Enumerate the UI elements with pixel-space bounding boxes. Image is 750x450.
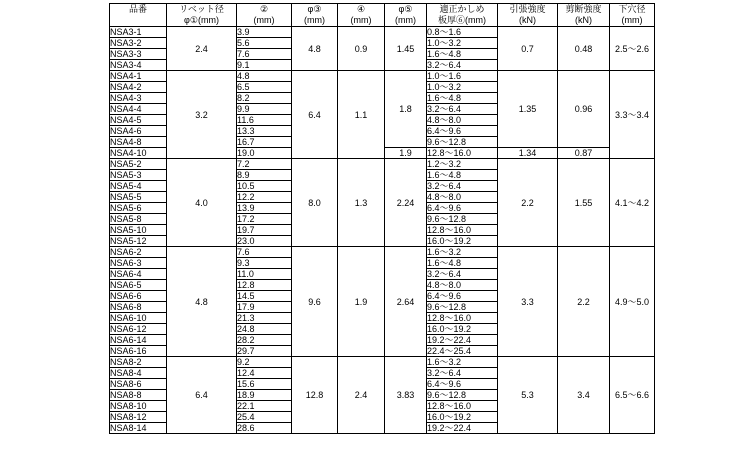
grip-range-cell: 4.8〜8.0	[427, 280, 498, 291]
length-cell: 9.1	[237, 60, 292, 71]
product-code-cell: NSA6-12	[110, 324, 167, 335]
product-code-cell: NSA4-3	[110, 93, 167, 104]
hole-diameter-cell: 4.1〜4.2	[610, 159, 655, 247]
length-cell: 4.8	[237, 71, 292, 82]
length-cell: 11.6	[237, 115, 292, 126]
product-code-cell: NSA6-16	[110, 346, 167, 357]
table-row	[110, 159, 655, 170]
header-hole-diameter-line2: (mm)	[621, 15, 643, 25]
length-cell: 6.5	[237, 82, 292, 93]
grip-range-cell: 1.6〜3.2	[427, 357, 498, 368]
product-code-cell: NSA4-6	[110, 126, 167, 137]
grip-range-cell: 3.2〜6.4	[427, 269, 498, 280]
header-length-2-line1: ②	[259, 4, 269, 14]
diameter-3-cell: 12.8	[292, 357, 338, 434]
header-rivet-diameter	[167, 4, 237, 27]
table-body	[110, 27, 655, 434]
shear-strength-cell: 0.48	[558, 27, 610, 71]
diameter-3-cell: 9.6	[292, 247, 338, 357]
shear-strength-cell: 0.87	[558, 148, 610, 159]
diameter-5-cell: 1.9	[385, 148, 427, 159]
diameter-3-cell: 4.8	[292, 27, 338, 71]
length-cell: 28.6	[237, 423, 292, 434]
product-code-cell: NSA4-8	[110, 137, 167, 148]
length-cell: 13.9	[237, 203, 292, 214]
length-cell: 9.3	[237, 258, 292, 269]
rivet-spec-table	[109, 3, 655, 434]
header-diameter-3-line2: (mm)	[304, 15, 325, 25]
header-length-2-line2: (mm)	[253, 15, 275, 25]
shear-strength-cell: 2.2	[558, 247, 610, 357]
product-code-cell: NSA5-6	[110, 203, 167, 214]
header-diameter-3-line1: φ③	[307, 4, 322, 14]
product-code-cell: NSA4-1	[110, 71, 167, 82]
table-header	[110, 4, 655, 27]
tensile-strength-cell: 2.2	[498, 159, 558, 247]
product-code-cell: NSA5-10	[110, 225, 167, 236]
length-cell: 17.9	[237, 302, 292, 313]
length-cell: 24.8	[237, 324, 292, 335]
hole-diameter-cell: 3.3〜3.4	[610, 71, 655, 159]
length-cell: 7.6	[237, 49, 292, 60]
grip-range-cell: 9.6〜12.8	[427, 137, 498, 148]
tensile-strength-cell: 3.3	[498, 247, 558, 357]
product-code-cell: NSA4-2	[110, 82, 167, 93]
header-rivet-diameter-line2: φ①(mm)	[184, 15, 219, 25]
product-code-cell: NSA4-10	[110, 148, 167, 159]
length-cell: 9.9	[237, 104, 292, 115]
product-code-cell: NSA5-5	[110, 192, 167, 203]
product-code-cell: NSA8-12	[110, 412, 167, 423]
diameter-3-cell: 6.4	[292, 71, 338, 159]
grip-range-cell: 1.6〜4.8	[427, 93, 498, 104]
header-diameter-5	[385, 4, 427, 27]
grip-range-cell: 19.2〜22.4	[427, 335, 498, 346]
length-cell: 8.2	[237, 93, 292, 104]
grip-range-cell: 3.2〜6.4	[427, 181, 498, 192]
grip-range-cell: 6.4〜9.6	[427, 203, 498, 214]
length-cell: 19.7	[237, 225, 292, 236]
product-code-cell: NSA6-10	[110, 313, 167, 324]
product-code-cell: NSA5-3	[110, 170, 167, 181]
product-code-cell: NSA4-5	[110, 115, 167, 126]
header-shear-strength-line2: (kN)	[575, 15, 592, 25]
grip-range-cell: 4.8〜8.0	[427, 192, 498, 203]
header-tensile-strength-line1: 引張強度	[509, 4, 546, 14]
header-shear-strength-line1: 剪断強度	[565, 4, 602, 14]
header-dimension-4	[338, 4, 385, 27]
grip-range-cell: 16.0〜19.2	[427, 412, 498, 423]
header-product-no-line2	[110, 15, 166, 26]
tensile-strength-cell: 1.34	[498, 148, 558, 159]
product-code-cell: NSA8-6	[110, 379, 167, 390]
grip-range-cell: 3.2〜6.4	[427, 104, 498, 115]
grip-range-cell: 6.4〜9.6	[427, 126, 498, 137]
product-code-cell: NSA3-1	[110, 27, 167, 38]
diameter-3-cell: 8.0	[292, 159, 338, 247]
product-code-cell: NSA8-2	[110, 357, 167, 368]
header-product-no-line1: 品番	[128, 4, 147, 14]
product-code-cell: NSA8-4	[110, 368, 167, 379]
table-row	[110, 71, 655, 82]
length-cell: 13.3	[237, 126, 292, 137]
product-code-cell: NSA4-4	[110, 104, 167, 115]
dimension-4-cell: 2.4	[338, 357, 385, 434]
length-cell: 14.5	[237, 291, 292, 302]
grip-range-cell: 1.6〜4.8	[427, 258, 498, 269]
product-code-cell: NSA6-6	[110, 291, 167, 302]
header-shear-strength	[558, 4, 610, 27]
grip-range-cell: 12.8〜16.0	[427, 148, 498, 159]
table-row	[110, 27, 655, 38]
length-cell: 29.7	[237, 346, 292, 357]
grip-range-cell: 19.2〜22.4	[427, 423, 498, 434]
product-code-cell: NSA3-2	[110, 38, 167, 49]
grip-range-cell: 16.0〜19.2	[427, 236, 498, 247]
grip-range-cell: 0.8〜1.6	[427, 27, 498, 38]
grip-range-cell: 1.0〜3.2	[427, 82, 498, 93]
length-cell: 12.8	[237, 280, 292, 291]
header-grip-range-line2: 板厚⑥(mm)	[438, 15, 486, 25]
hole-diameter-cell: 6.5〜6.6	[610, 357, 655, 434]
dimension-4-cell: 1.1	[338, 71, 385, 159]
diameter-5-cell: 2.24	[385, 159, 427, 247]
rivet-diameter-cell: 6.4	[167, 357, 237, 434]
product-code-cell: NSA8-14	[110, 423, 167, 434]
rivet-diameter-cell: 4.8	[167, 247, 237, 357]
header-grip-range	[427, 4, 498, 27]
length-cell: 19.0	[237, 148, 292, 159]
grip-range-cell: 16.0〜19.2	[427, 324, 498, 335]
header-diameter-5-line2: (mm)	[395, 15, 416, 25]
rivet-diameter-cell: 3.2	[167, 71, 237, 159]
header-dimension-4-line2: (mm)	[350, 15, 372, 25]
product-code-cell: NSA6-8	[110, 302, 167, 313]
shear-strength-cell: 3.4	[558, 357, 610, 434]
grip-range-cell: 12.8〜16.0	[427, 225, 498, 236]
length-cell: 17.2	[237, 214, 292, 225]
length-cell: 11.0	[237, 269, 292, 280]
header-hole-diameter	[610, 4, 655, 27]
diameter-5-cell: 1.45	[385, 27, 427, 71]
dimension-4-cell: 0.9	[338, 27, 385, 71]
diameter-5-cell: 3.83	[385, 357, 427, 434]
grip-range-cell: 1.6〜4.8	[427, 49, 498, 60]
header-tensile-strength	[498, 4, 558, 27]
product-code-cell: NSA8-10	[110, 401, 167, 412]
header-row	[110, 4, 655, 27]
length-cell: 12.4	[237, 368, 292, 379]
length-cell: 5.6	[237, 38, 292, 49]
product-code-cell: NSA8-8	[110, 390, 167, 401]
grip-range-cell: 1.2〜3.2	[427, 159, 498, 170]
grip-range-cell: 6.4〜9.6	[427, 291, 498, 302]
table-row	[110, 247, 655, 258]
grip-range-cell: 12.8〜16.0	[427, 401, 498, 412]
tensile-strength-cell: 5.3	[498, 357, 558, 434]
diameter-5-cell: 1.8	[385, 71, 427, 148]
tensile-strength-cell: 1.35	[498, 71, 558, 148]
grip-range-cell: 1.0〜1.6	[427, 71, 498, 82]
grip-range-cell: 1.6〜3.2	[427, 247, 498, 258]
grip-range-cell: 12.8〜16.0	[427, 313, 498, 324]
dimension-4-cell: 1.9	[338, 247, 385, 357]
rivet-diameter-cell: 4.0	[167, 159, 237, 247]
length-cell: 9.2	[237, 357, 292, 368]
shear-strength-cell: 1.55	[558, 159, 610, 247]
length-cell: 7.6	[237, 247, 292, 258]
product-code-cell: NSA6-2	[110, 247, 167, 258]
length-cell: 28.2	[237, 335, 292, 346]
grip-range-cell: 9.6〜12.8	[427, 214, 498, 225]
product-code-cell: NSA3-3	[110, 49, 167, 60]
grip-range-cell: 22.4〜25.4	[427, 346, 498, 357]
length-cell: 8.9	[237, 170, 292, 181]
length-cell: 22.1	[237, 401, 292, 412]
header-product-no	[110, 4, 167, 27]
header-length-2	[237, 4, 292, 27]
grip-range-cell: 1.0〜3.2	[427, 38, 498, 49]
length-cell: 10.5	[237, 181, 292, 192]
length-cell: 3.9	[237, 27, 292, 38]
grip-range-cell: 9.6〜12.8	[427, 302, 498, 313]
product-code-cell: NSA6-5	[110, 280, 167, 291]
header-tensile-strength-line2: (kN)	[519, 15, 536, 25]
hole-diameter-cell: 4.9〜5.0	[610, 247, 655, 357]
product-code-cell: NSA5-8	[110, 214, 167, 225]
length-cell: 16.7	[237, 137, 292, 148]
grip-range-cell: 9.6〜12.8	[427, 390, 498, 401]
length-cell: 18.9	[237, 390, 292, 401]
length-cell: 21.3	[237, 313, 292, 324]
grip-range-cell: 6.4〜9.6	[427, 379, 498, 390]
product-code-cell: NSA3-4	[110, 60, 167, 71]
grip-range-cell: 3.2〜6.4	[427, 368, 498, 379]
header-grip-range-line1: 適正かしめ	[439, 4, 485, 14]
product-code-cell: NSA6-4	[110, 269, 167, 280]
length-cell: 25.4	[237, 412, 292, 423]
rivet-diameter-cell: 2.4	[167, 27, 237, 71]
product-code-cell: NSA5-4	[110, 181, 167, 192]
length-cell: 23.0	[237, 236, 292, 247]
header-dimension-4-line1: ④	[356, 4, 366, 14]
length-cell: 7.2	[237, 159, 292, 170]
product-code-cell: NSA5-2	[110, 159, 167, 170]
shear-strength-cell: 0.96	[558, 71, 610, 148]
hole-diameter-cell: 2.5〜2.6	[610, 27, 655, 71]
header-diameter-5-line1: φ⑤	[398, 4, 413, 14]
header-rivet-diameter-line1: リベット径	[179, 4, 224, 14]
header-hole-diameter-line1: 下穴径	[618, 4, 646, 14]
dimension-4-cell: 1.3	[338, 159, 385, 247]
product-code-cell: NSA5-12	[110, 236, 167, 247]
table-row	[110, 357, 655, 368]
product-code-cell: NSA6-3	[110, 258, 167, 269]
grip-range-cell: 3.2〜6.4	[427, 60, 498, 71]
length-cell: 12.2	[237, 192, 292, 203]
diameter-5-cell: 2.64	[385, 247, 427, 357]
grip-range-cell: 4.8〜8.0	[427, 115, 498, 126]
grip-range-cell: 1.6〜4.8	[427, 170, 498, 181]
tensile-strength-cell: 0.7	[498, 27, 558, 71]
product-code-cell: NSA6-14	[110, 335, 167, 346]
length-cell: 15.6	[237, 379, 292, 390]
header-diameter-3	[292, 4, 338, 27]
